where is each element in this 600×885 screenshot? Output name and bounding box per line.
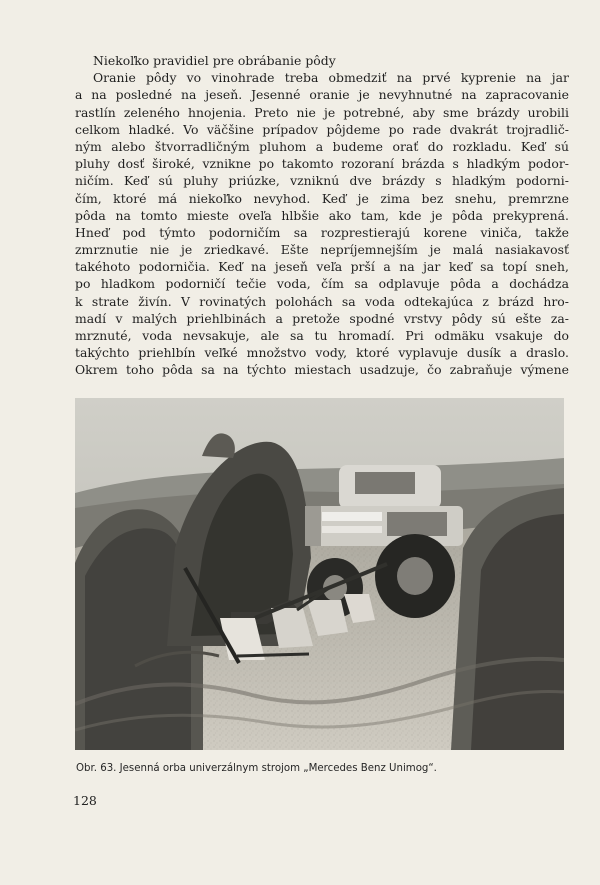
paragraph-line: takýchto priehlbín veľké množstvo vody, ktoré vyplavuje dusík a draslo. (75, 345, 569, 361)
vineyard-plowing-photo (75, 398, 564, 750)
paragraph-line: mrznuté, voda nevsakuje, ale sa tu hromadí. Pri odmäku vsakuje do (75, 328, 569, 344)
paragraph-line: Okrem toho pôda sa na týchto miestach usadzuje, čo zabraňuje výmene (75, 362, 569, 378)
paragraph-line: zmrznutie nie je zriedkavé. Ešte nepríjemnejším je malá nasiakavosť (75, 242, 569, 258)
paragraph-line: ným alebo štvorradličným pluhom a budeme orať do rozkladu. Keď sú (75, 138, 569, 154)
page-number: 128 (73, 793, 97, 808)
paragraph-line: takéhoto podorničia. Keď na jeseň veľa prší a na jar keď sa topí sneh, (75, 259, 569, 275)
section-heading: Niekoľko pravidiel pre obrábanie pôdy (93, 53, 336, 68)
paragraph-line: po hladkom podorničí tečie voda, čím sa odplavuje pôda a dochádza (75, 276, 569, 292)
paragraph-line: Hneď pod týmto podorničím sa rozprestierajú korene viniča, takže (75, 224, 569, 240)
paragraph-line: Oranie pôdy vo vinohrade treba obmedziť na prvé kyprenie na jar (93, 70, 569, 86)
figure-caption: Obr. 63. Jesenná orba univerzálnym strojom „Mercedes Benz Unimog“. (76, 763, 437, 774)
paragraph-line: madí v malých priehlbinách a pretože spodné vrstvy pôdy sú ešte za- (75, 310, 569, 326)
unimog-plowing-illustration (75, 398, 564, 750)
article-text (75, 52, 569, 379)
paragraph-line: pluhy dosť široké, vznikne po takomto rozoraní brázda s hladkým podor- (75, 156, 569, 172)
paragraph-line: k strate živín. V rovinatých polohách sa voda odtekajúca z brázd hro- (75, 293, 569, 309)
paragraph-line: a na posledné na jeseň. Jesenné oranie je nevyhnutné na zapracovanie (75, 87, 569, 103)
paragraph-line: ničím. Keď sú pluhy priúzke, vzniknú dve brázdy s hladkým podorni- (75, 173, 569, 189)
paragraph-line: čím, ktoré má niekoľko nevyhod. Keď je zima bez snehu, premrzne (75, 190, 569, 206)
paragraph-line: celkom hladké. Vo väčšine prípadov pôjdeme po rade dvakrát trojradlič- (75, 121, 569, 137)
paragraph-line: pôda na tomto mieste oveľa hlbšie ako tam, kde je pôda prekyprená. (75, 207, 569, 223)
paragraph-line: rastlín zeleného hnojenia. Preto nie je potrebné, aby sme brázdy urobili (75, 104, 569, 120)
